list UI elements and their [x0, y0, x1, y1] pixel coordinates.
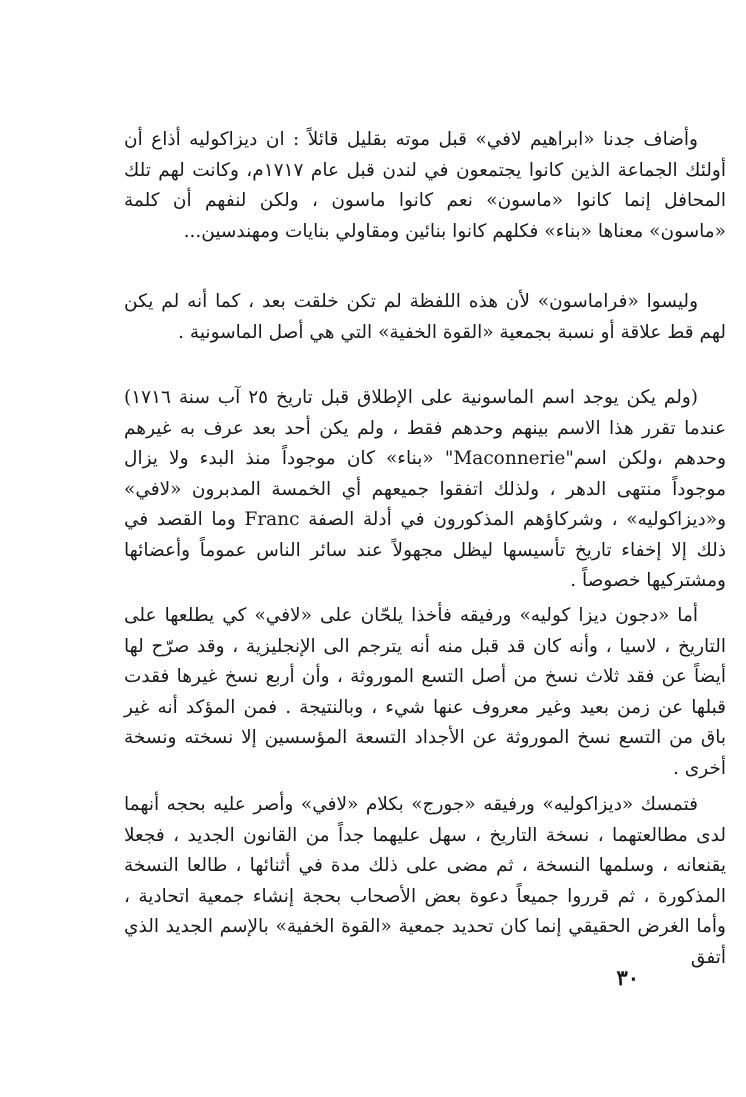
paragraph-text: وأضاف جدنا «ابراهيم لافي» قبل موته بقليل قائلاً : ان ديزاكوليه أذاع أن أولئك الجماعة الذين كانوا يجتمعون في لندن قبل عام ١٧١٧م، وكانت لهم تلك المحافل إنما كانوا «ماسون» نعم كانوا ماسون ، ولكن لنفهم أن كلمة «ماسون» معناها «بناء» فكلهم كانوا بنائين ومقاولي بنايات ومهندسين...	[124, 129, 726, 242]
paragraph-3	[124, 383, 726, 597]
paragraph-4	[124, 601, 726, 784]
paragraph-5	[124, 790, 726, 973]
paragraph-1	[124, 125, 726, 247]
paragraph-text: أما «دجون ديزا كوليه» ورفيقه فأخذا يلحّان على «لافي» كي يطلعها على التاريخ ، لاسيا ، وأنه كان قد قبل منه أنه يترجم الى الإنجليزية ، وقد صرّح لها أيضاً عن فقد ثلاث نسخ من أصل التسع الموروثة ، وأن أربع نسخ غيرها فقدت قبلها عن زمن بعيد وغير معروف عنها شيء ، وبالنتيجة . فمن المؤكد أنه غير باق من التسع نسخ الموروثة عن الأجداد التسعة المؤسسين إلا نسخته ونسخة أخرى .	[124, 605, 726, 779]
paragraph-text: (ولم يكن يوجد اسم الماسونية على الإطلاق قبل تاريخ ٢٥ آب سنة ١٧١٦) عندما تقرر هذا الاسم بينهم وحدهم فقط ، ولم يكن أحد بعد عرف به غيرهم وحدهم ،ولكن اسم"Maconnerie" «بناء» كان موجوداً منذ البدء ولا يزال موجوداً منتهى الدهر ، ولذلك اتفقوا جميعهم أي الخمسة المدبرون «لافي» و«ديزاكوليه» ، وشركاؤهم المذكورون في أدلة الصفة Franc وما القصد في ذلك إلا إخفاء تاريخ تأسيسها ليظل مجهولاً عند سائر الناس عموماً وأعضائها ومشتركيها خصوصاً .	[124, 387, 727, 591]
page-number: ٣٠	[616, 965, 639, 990]
paragraph-text: فتمسك «ديزاكوليه» ورفيقه «جورج» بكلام «لافي» وأصر عليه بحجه أنهما لدى مطالعتهما ، نسخة التاريخ ، سهل عليهما جداً من القانون الجديد ، فجعلا يقنعانه ، وسلمها النسخة ، ثم مضى على ذلك مدة في أثنائها ، طالعا النسخة المذكورة ، ثم قرروا جميعاً دعوة بعض الأصحاب بحجة إنشاء جمعية اتحادية ، وأما الغرض الحقيقي إنما كان تحديد جمعية «القوة الخفية» بالإسم الجديد الذي أتفق	[124, 794, 726, 968]
paragraph-2	[124, 287, 726, 348]
paragraph-text: وليسوا «فراماسون» لأن هذه اللفظة لم تكن خلقت بعد ، كما أنه لم يكن لهم قط علاقة أو نسبة بجمعية «القوة الخفية» التي هي أصل الماسونية .	[124, 291, 726, 343]
